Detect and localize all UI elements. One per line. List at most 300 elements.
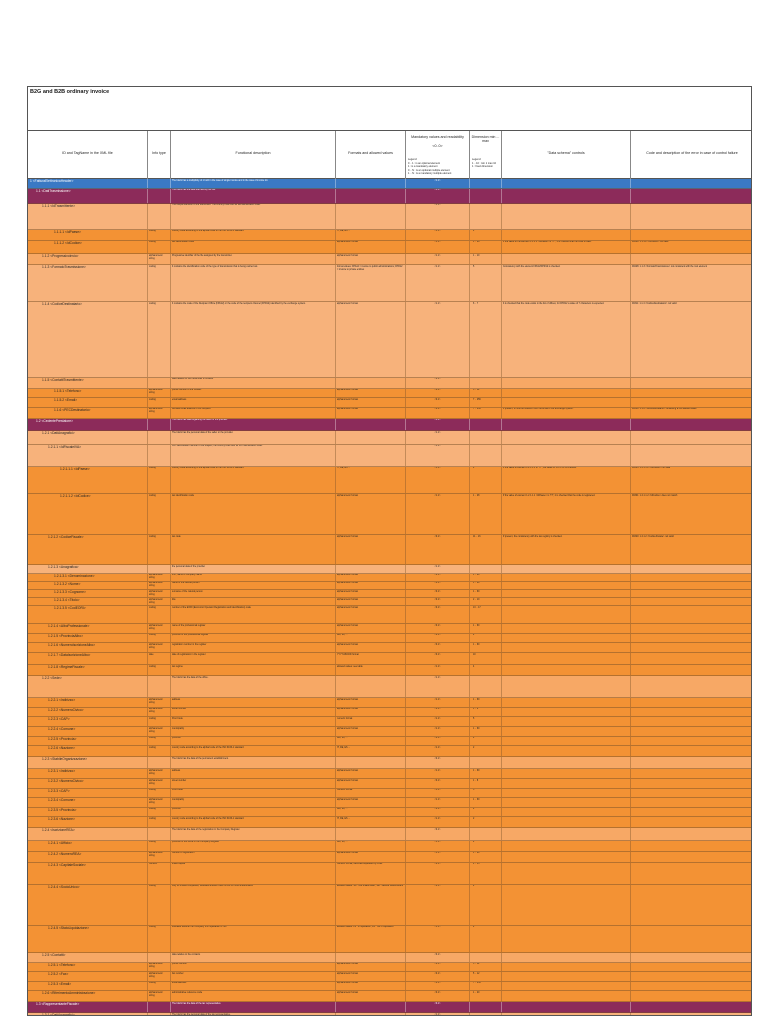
cell-dim: 2 <box>470 885 502 925</box>
cell-err: 00301: 1.2.1.1.2 <IdCodice> does not match <box>631 494 752 534</box>
cell-fmt <box>336 189 406 203</box>
header-error-code: Code and description of the error in case of control failure <box>646 151 738 155</box>
cell-ctrl <box>502 828 631 839</box>
cell-desc: indicates whether the Company is in liquidation or not <box>171 926 336 952</box>
header-dimension: Dimension min ... max Legend: 1 .. 10 : min 1 max 10 1 : fixed dimension <box>470 131 502 179</box>
cell-dim <box>470 445 502 466</box>
cell-fmt <box>336 757 406 768</box>
cell-ctrl <box>502 565 631 572</box>
dimension-legend <box>472 158 496 169</box>
cell-name: 1.2.4 <IscrizioneREA> <box>28 828 148 839</box>
cell-ctrl <box>502 643 631 652</box>
cell-occ: <0.1> <box>406 634 470 643</box>
cell-err <box>631 653 752 664</box>
cell-name: 1.2.4.5 <StatoLiquidazione> <box>28 926 148 952</box>
cell-occ: <0.1> <box>406 708 470 717</box>
cell-ctrl <box>502 204 631 229</box>
cell-name: 1.1.3 <FormatoTrasmissione> <box>28 265 148 301</box>
cell-name: 1.2.5.1 <Telefono> <box>28 963 148 972</box>
cell-err <box>631 708 752 717</box>
cell-name: 1.2.2.2 <NumeroCivico> <box>28 708 148 717</box>
cell-occ: <1.1> <box>406 179 470 188</box>
cell-dim: 6 .. 7 <box>470 302 502 376</box>
cell-desc: The block has the data of the permanent establishment. <box>171 757 336 768</box>
table-row <box>28 926 751 953</box>
cell-type <box>148 189 171 203</box>
cell-type <box>148 445 171 466</box>
cell-type: coding <box>148 230 171 240</box>
cell-occ: <1.1> <box>406 565 470 572</box>
cell-name: 1.1.6 <PECDestinatario> <box>28 408 148 418</box>
table-row <box>28 378 751 389</box>
cell-type: alphanumeric string <box>148 254 171 264</box>
cell-desc: It contains the code of the Recipient Office (FPA12) or the code of the recipient channel (FPR12) identified by the exchange system. <box>171 302 336 376</box>
cell-occ: <0.1> <box>406 408 470 418</box>
cell-dim <box>470 419 502 430</box>
cell-ctrl: If present, it must be different from the email of the exchange system. <box>502 408 631 418</box>
legend-line: Legend: <box>472 158 482 161</box>
cell-dim: 5 .. 12 <box>470 389 502 398</box>
cell-type <box>148 565 171 572</box>
cell-type: alphanumeric string <box>148 972 171 981</box>
legend-line: 1 : fixed dimension <box>472 165 493 169</box>
cell-occ: <0.1> <box>406 863 470 884</box>
cell-dim <box>470 1002 502 1012</box>
cell-type: date <box>148 653 171 664</box>
header-functional-description: Functional description <box>171 131 336 179</box>
cell-dim: 2 <box>470 808 502 817</box>
cell-type <box>148 953 171 962</box>
cell-desc: The unique identifier of the transmitter. The country code with its tax identification code. <box>171 204 336 229</box>
cell-dim <box>470 204 502 229</box>
cell-ctrl <box>502 982 631 991</box>
cell-dim: 2 .. 10 <box>470 598 502 605</box>
cell-desc: number of registration <box>171 852 336 862</box>
cell-desc: data relative to the contacts <box>171 953 336 962</box>
table-row <box>28 982 751 992</box>
cell-fmt: alphanumeric format <box>336 643 406 652</box>
cell-fmt: alphanumeric format <box>336 590 406 597</box>
cell-desc: certified email address of the recipient <box>171 408 336 418</box>
cell-dim <box>470 431 502 444</box>
cell-fmt: alphanumeric format <box>336 963 406 972</box>
cell-fmt: alphanumeric format <box>336 769 406 778</box>
cell-fmt <box>336 419 406 430</box>
cell-name: 1.2.1.6 <NumeroIscrizioneAlbo> <box>28 643 148 652</box>
table-row <box>28 769 751 779</box>
cell-ctrl <box>502 746 631 756</box>
cell-err <box>631 972 752 981</box>
cell-occ: <0.1> <box>406 398 470 407</box>
cell-ctrl <box>502 1013 631 1016</box>
cell-fmt: alphanumeric format <box>336 302 406 376</box>
cell-type: alphanumeric string <box>148 624 171 633</box>
cell-ctrl <box>502 926 631 952</box>
cell-fmt <box>336 431 406 444</box>
cell-name: 1.2.6 <RiferimentoAmministrazione> <box>28 991 148 1001</box>
cell-occ: <0.1> <box>406 963 470 972</box>
cell-occ: <0.1> <box>406 653 470 664</box>
cell-desc: country code according to the alpha2 code of the ISO 3166-1 standard <box>171 746 336 756</box>
cell-desc: The block has data regarding the seller or the provider. <box>171 419 336 430</box>
cell-ctrl <box>502 431 631 444</box>
cell-name: 1.2.3.5 <Provincia> <box>28 808 148 817</box>
cell-desc: number of the EORI (Economic Operator Registration and Identification) code <box>171 606 336 623</box>
cell-fmt: numeric format; decimals separated by a dot <box>336 863 406 884</box>
cell-desc: country code according to the alpha2 code of the ISO 3166-1 standard <box>171 817 336 827</box>
cell-type: coding <box>148 535 171 564</box>
cell-err <box>631 841 752 851</box>
cell-desc: VAT identification number of the subject; the country code with its VAT identification code. <box>171 445 336 466</box>
cell-desc: province of the office of the Company Register <box>171 841 336 851</box>
cell-dim: 2 <box>470 817 502 827</box>
legend-line: Legend: <box>408 158 418 161</box>
cell-ctrl <box>502 727 631 736</box>
table-row <box>28 817 751 828</box>
table-row <box>28 634 751 644</box>
cell-dim: 11 .. 16 <box>470 535 502 564</box>
cell-err <box>631 1002 752 1012</box>
table-row <box>28 863 751 885</box>
cell-ctrl <box>502 254 631 264</box>
table-row <box>28 241 751 255</box>
cell-type <box>148 828 171 839</box>
cell-type: coding <box>148 494 171 534</box>
cell-type: alphanumeric string <box>148 963 171 972</box>
cell-type: coding <box>148 982 171 991</box>
table-row <box>28 717 751 727</box>
cell-err <box>631 254 752 264</box>
cell-dim: 1 .. 80 <box>470 574 502 581</box>
cell-type: coding <box>148 606 171 623</box>
cell-name: 1 <FatturaElettronicaHeader> <box>28 179 148 188</box>
cell-type <box>148 431 171 444</box>
mandatory-legend <box>408 158 451 176</box>
table-row <box>28 254 751 265</box>
cell-type: coding <box>148 808 171 817</box>
cell-ctrl: If the value of the element 1.1.1.1 <IdPaese> is "IT", it is checked that the code is valid. <box>502 241 631 254</box>
cell-desc: phone number of the contact <box>171 389 336 398</box>
cell-dim: 1 .. 8 <box>470 779 502 788</box>
cell-desc: share capital <box>171 863 336 884</box>
cell-ctrl <box>502 634 631 643</box>
cell-ctrl <box>502 189 631 203</box>
cell-desc: street number <box>171 708 336 717</box>
cell-err <box>631 1013 752 1016</box>
table-row <box>28 467 751 494</box>
cell-fmt: alphanumeric format <box>336 574 406 581</box>
cell-occ: <0.1> <box>406 808 470 817</box>
cell-dim <box>470 378 502 388</box>
table-header <box>28 131 751 179</box>
legend-line: 0 .. 1 : is an optional element <box>408 161 440 165</box>
cell-name: 1.1.1.2 <IdCodice> <box>28 241 148 254</box>
cell-ctrl: If the value of element 1.2.1.1.1 <IdPaese> is "IT", it is checked that the code is registered. <box>502 494 631 534</box>
cell-fmt: alphanumeric format <box>336 598 406 605</box>
cell-name: 1.2.1.7 <DataIscrizioneAlbo> <box>28 653 148 664</box>
cell-type: alphanumeric string <box>148 389 171 398</box>
cell-occ: <1.1> <box>406 189 470 203</box>
cell-fmt <box>336 378 406 388</box>
cell-fmt: RM, MI, ... <box>336 634 406 643</box>
cell-ctrl <box>502 419 631 430</box>
table-row <box>28 494 751 535</box>
cell-desc: fax number <box>171 972 336 981</box>
cell-name: 1.2.2 <Sede> <box>28 676 148 697</box>
cell-occ: <1.1> <box>406 445 470 466</box>
cell-desc: province <box>171 737 336 746</box>
cell-err: 00428: 1.1.3 <FormatoTrasmissione> not consistent with the root element <box>631 265 752 301</box>
cell-dim <box>470 757 502 768</box>
cell-fmt: IT, DE, ES ... <box>336 230 406 240</box>
table-row <box>28 419 751 431</box>
cell-err <box>631 606 752 623</box>
cell-ctrl <box>502 389 631 398</box>
table-row <box>28 1013 751 1016</box>
cell-occ: <0.1> <box>406 972 470 981</box>
cell-fmt: allowed values: LS : in liquidation; LN : not in liquidation <box>336 926 406 952</box>
cell-dim: 5 .. 12 <box>470 972 502 981</box>
cell-desc: phone number <box>171 963 336 972</box>
cell-fmt: alphanumeric format <box>336 698 406 707</box>
cell-name: 1.2.1.3 <Anagrafica> <box>28 565 148 572</box>
cell-dim: 4 <box>470 665 502 675</box>
cell-dim <box>470 179 502 188</box>
cell-err <box>631 779 752 788</box>
cell-occ: <0.1> <box>406 378 470 388</box>
cell-err <box>631 798 752 807</box>
header-id-tag: ID and TagName in the XML file <box>28 131 148 179</box>
cell-dim: 1 .. 60 <box>470 582 502 589</box>
cell-ctrl <box>502 953 631 962</box>
cell-fmt: alphanumeric format <box>336 494 406 534</box>
cell-name: 1.1 <DatiTrasmissione> <box>28 189 148 203</box>
cell-ctrl <box>502 798 631 807</box>
cell-desc: data relative to the transmitter's contacts <box>171 378 336 388</box>
cell-err: 00305: 1.2.1.1.2 <IdCodice> not valid <box>631 467 752 493</box>
cell-type: alphanumeric string <box>148 779 171 788</box>
cell-name: 1.2.5 <Contatti> <box>28 953 148 962</box>
cell-dim: 5 <box>470 717 502 726</box>
table-row <box>28 189 751 204</box>
cell-dim: 5 <box>470 265 502 301</box>
cell-name: 1.2.2.1 <Indirizzo> <box>28 698 148 707</box>
table-row <box>28 779 751 789</box>
cell-name: 1.2.1.3.1 <Denominazione> <box>28 574 148 581</box>
cell-err <box>631 419 752 430</box>
cell-occ: <0.1> <box>406 590 470 597</box>
cell-name: 1.2.2.5 <Provincia> <box>28 737 148 746</box>
cell-desc: The block has the data of the registration in the Company Register. <box>171 828 336 839</box>
cell-err: 00330: 1.1.6 <PECDestinatario> containing a not allowed value <box>631 408 752 418</box>
cell-desc: only for limited companies, indicates whether there is one or more shareholders <box>171 885 336 925</box>
cell-ctrl <box>502 378 631 388</box>
cell-occ: <0.1> <box>406 982 470 991</box>
cell-type: alphanumeric string <box>148 991 171 1001</box>
header-mandatory: Mandatory values and readability <0..0> Legend: 0 .. 1 : is an optional element 1 : is a mandatory element 0 .. N : is an optional multiple element 1 .. N : is a mandatory multiple element <box>406 131 470 179</box>
cell-type: coding <box>148 746 171 756</box>
cell-occ: <0.1> <box>406 779 470 788</box>
table-row <box>28 582 751 590</box>
cell-ctrl <box>502 852 631 862</box>
cell-err <box>631 598 752 605</box>
cell-fmt: YYYY-MM-DD format <box>336 653 406 664</box>
cell-desc: The block has the data that identify the file. <box>171 189 336 203</box>
cell-dim: 2 <box>470 926 502 952</box>
cell-err <box>631 926 752 952</box>
cell-type: coding <box>148 265 171 301</box>
cell-name: 1.2.4.1 <Ufficio> <box>28 841 148 851</box>
cell-type: coding <box>148 398 171 407</box>
cell-ctrl <box>502 841 631 851</box>
cell-dim <box>470 565 502 572</box>
cell-occ: <1.1> <box>406 241 470 254</box>
document-sheet <box>27 86 752 1016</box>
cell-type: alphanumeric string <box>148 698 171 707</box>
cell-fmt <box>336 445 406 466</box>
cell-dim <box>470 676 502 697</box>
cell-fmt <box>336 1013 406 1016</box>
cell-type: alphanumeric string <box>148 708 171 717</box>
header-schema-controls: "Data schema" controls <box>502 131 631 179</box>
table-row <box>28 179 751 189</box>
cell-err <box>631 746 752 756</box>
cell-ctrl <box>502 789 631 798</box>
cell-occ: <0.1> <box>406 606 470 623</box>
table-row <box>28 1002 751 1013</box>
cell-type: alphanumeric string <box>148 769 171 778</box>
table-row <box>28 841 751 852</box>
cell-err <box>631 189 752 203</box>
cell-type: coding <box>148 737 171 746</box>
table-row <box>28 852 751 863</box>
cell-err <box>631 590 752 597</box>
cell-type: coding <box>148 841 171 851</box>
cell-ctrl <box>502 665 631 675</box>
cell-dim: 1 .. 60 <box>470 698 502 707</box>
cell-name: 1.2.3.3 <CAP> <box>28 789 148 798</box>
cell-name: 1.2.1.1 <IdFiscaleIVA> <box>28 445 148 466</box>
cell-err <box>631 717 752 726</box>
cell-err <box>631 624 752 633</box>
cell-desc: Progressive identifier of the file assigned by the transmitter. <box>171 254 336 264</box>
cell-dim: 1 .. 28 <box>470 494 502 534</box>
cell-type <box>148 378 171 388</box>
cell-name: 1.2.2.6 <Nazione> <box>28 746 148 756</box>
cell-err <box>631 885 752 925</box>
cell-dim: 1 .. 60 <box>470 798 502 807</box>
cell-ctrl <box>502 606 631 623</box>
cell-fmt: alphanumeric format <box>336 254 406 264</box>
cell-ctrl <box>502 624 631 633</box>
cell-ctrl <box>502 717 631 726</box>
cell-occ: <0.1> <box>406 953 470 962</box>
cell-name: 1.1.5.1 <Telefono> <box>28 389 148 398</box>
cell-type: coding <box>148 665 171 675</box>
cell-name: 1.2.3 <StabileOrganizzazione> <box>28 757 148 768</box>
cell-err <box>631 817 752 827</box>
cell-err <box>631 863 752 884</box>
cell-name: 1.2.4.2 <NumeroREA> <box>28 852 148 862</box>
cell-occ: <0.1> <box>406 885 470 925</box>
cell-name: 1.2.1.1.1 <IdPaese> <box>28 467 148 493</box>
cell-desc: street number <box>171 779 336 788</box>
cell-fmt: allowed values: SU : one shareholder; SM : several shareholders <box>336 885 406 925</box>
cell-fmt: allowed values: see table <box>336 665 406 675</box>
header-info-type: Info type <box>148 131 171 179</box>
cell-desc: administrative reference code <box>171 991 336 1001</box>
table-row <box>28 757 751 769</box>
cell-dim: 2 <box>470 737 502 746</box>
cell-ctrl: Consistency with the element FPA12/FPR12 is checked. <box>502 265 631 301</box>
cell-name: 1.2.1.3.5 <CodEORI> <box>28 606 148 623</box>
cell-fmt: alphanumeric format <box>336 991 406 1001</box>
cell-fmt: RM, MI, ... <box>336 841 406 851</box>
cell-fmt <box>336 676 406 697</box>
cell-occ: <0.1> <box>406 828 470 839</box>
cell-ctrl <box>502 1002 631 1012</box>
cell-ctrl <box>502 963 631 972</box>
cell-fmt <box>336 953 406 962</box>
cell-occ: <1.1> <box>406 698 470 707</box>
cell-name: 1.2.1.3.3 <Cognome> <box>28 590 148 597</box>
cell-type: alphanumeric string <box>148 598 171 605</box>
cell-name: 1.2.2.4 <Comune> <box>28 727 148 736</box>
cell-dim: 2 <box>470 841 502 851</box>
table-row <box>28 565 751 573</box>
cell-fmt: IT, DE, ES ... <box>336 746 406 756</box>
cell-desc: title <box>171 598 336 605</box>
cell-dim: 1 .. 60 <box>470 590 502 597</box>
cell-ctrl <box>502 708 631 717</box>
cell-desc: address <box>171 769 336 778</box>
cell-dim <box>470 1013 502 1016</box>
cell-dim: 5 .. 12 <box>470 963 502 972</box>
legend-line: 1 .. 10 : min 1 max 10 <box>472 161 497 165</box>
cell-occ: <0.1> <box>406 582 470 589</box>
cell-type <box>148 1002 171 1012</box>
cell-ctrl <box>502 769 631 778</box>
cell-dim: 1 .. 28 <box>470 241 502 254</box>
cell-type <box>148 1013 171 1016</box>
cell-desc: tax code <box>171 535 336 564</box>
cell-occ: <0.1> <box>406 1002 470 1012</box>
cell-desc: municipality <box>171 798 336 807</box>
cell-dim: 1 .. 60 <box>470 769 502 778</box>
cell-ctrl <box>502 863 631 884</box>
cell-name: 1.2.1.1.2 <IdCodice> <box>28 494 148 534</box>
cell-occ: <0.1> <box>406 624 470 633</box>
cell-dim: 1 .. 60 <box>470 624 502 633</box>
cell-occ: <1.1> <box>406 431 470 444</box>
title-bar <box>28 87 751 131</box>
cell-fmt <box>336 179 406 188</box>
table-row <box>28 431 751 445</box>
cell-desc: province of the professional register <box>171 634 336 643</box>
table-row <box>28 653 751 665</box>
cell-dim: 2 <box>470 746 502 756</box>
table-row <box>28 885 751 926</box>
cell-err <box>631 431 752 444</box>
table-row <box>28 574 751 582</box>
cell-ctrl <box>502 885 631 925</box>
cell-err <box>631 676 752 697</box>
cell-err <box>631 574 752 581</box>
cell-type <box>148 179 171 188</box>
cell-dim: 13 .. 17 <box>470 606 502 623</box>
cell-fmt: numeric format <box>336 789 406 798</box>
cell-occ: <1.1> <box>406 817 470 827</box>
